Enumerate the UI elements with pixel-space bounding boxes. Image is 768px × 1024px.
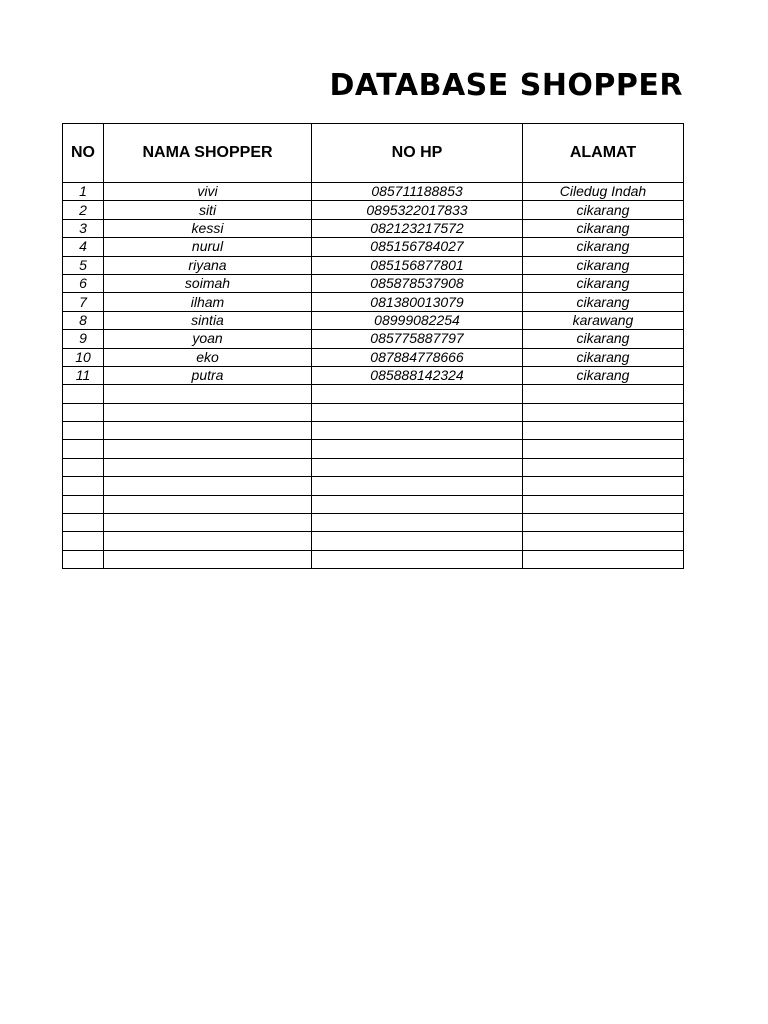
cell-alamat: cikarang xyxy=(523,238,684,256)
cell-no-hp: 085878537908 xyxy=(312,274,523,292)
cell-no-hp: 08999082254 xyxy=(312,311,523,329)
table-row xyxy=(63,477,684,495)
page-title: DATABASE SHOPPER xyxy=(329,68,683,103)
cell-alamat xyxy=(523,440,684,458)
cell-nama-shopper xyxy=(104,440,312,458)
cell-no: 5 xyxy=(63,256,104,274)
table-row xyxy=(63,440,684,458)
table-row xyxy=(63,514,684,532)
cell-no-hp xyxy=(312,458,523,476)
cell-no-hp xyxy=(312,385,523,403)
cell-alamat: cikarang xyxy=(523,330,684,348)
cell-alamat: cikarang xyxy=(523,348,684,366)
header-no-hp: NO HP xyxy=(312,124,523,183)
cell-no-hp xyxy=(312,440,523,458)
cell-no: 2 xyxy=(63,201,104,219)
table-row xyxy=(63,403,684,421)
cell-no-hp: 085775887797 xyxy=(312,330,523,348)
cell-no: 8 xyxy=(63,311,104,329)
header-alamat: ALAMAT xyxy=(523,124,684,183)
cell-alamat xyxy=(523,477,684,495)
cell-no-hp: 082123217572 xyxy=(312,219,523,237)
table-row xyxy=(63,495,684,513)
shopper-table xyxy=(62,123,684,569)
cell-no: 7 xyxy=(63,293,104,311)
cell-nama-shopper: yoan xyxy=(104,330,312,348)
cell-no xyxy=(63,550,104,568)
cell-no xyxy=(63,532,104,550)
cell-alamat xyxy=(523,514,684,532)
cell-no: 9 xyxy=(63,330,104,348)
cell-no-hp xyxy=(312,532,523,550)
table-row xyxy=(63,219,684,237)
cell-alamat: cikarang xyxy=(523,201,684,219)
table-header-row xyxy=(63,124,684,183)
cell-alamat: cikarang xyxy=(523,256,684,274)
cell-nama-shopper: nurul xyxy=(104,238,312,256)
cell-alamat xyxy=(523,403,684,421)
cell-nama-shopper xyxy=(104,385,312,403)
cell-alamat xyxy=(523,422,684,440)
table-row xyxy=(63,183,684,201)
cell-no-hp: 085156784027 xyxy=(312,238,523,256)
table-row xyxy=(63,458,684,476)
cell-nama-shopper: kessi xyxy=(104,219,312,237)
cell-no: 11 xyxy=(63,366,104,384)
cell-no xyxy=(63,422,104,440)
cell-nama-shopper xyxy=(104,495,312,513)
cell-alamat: cikarang xyxy=(523,293,684,311)
cell-no-hp xyxy=(312,477,523,495)
table-row xyxy=(63,238,684,256)
table-row xyxy=(63,274,684,292)
cell-no xyxy=(63,495,104,513)
cell-no xyxy=(63,514,104,532)
table-row xyxy=(63,293,684,311)
cell-alamat: cikarang xyxy=(523,274,684,292)
cell-no: 4 xyxy=(63,238,104,256)
cell-no xyxy=(63,477,104,495)
cell-no-hp: 085888142324 xyxy=(312,366,523,384)
cell-nama-shopper: ilham xyxy=(104,293,312,311)
cell-nama-shopper: riyana xyxy=(104,256,312,274)
cell-alamat xyxy=(523,458,684,476)
table-row xyxy=(63,256,684,274)
cell-no-hp xyxy=(312,422,523,440)
cell-no xyxy=(63,458,104,476)
cell-nama-shopper xyxy=(104,514,312,532)
cell-nama-shopper xyxy=(104,532,312,550)
cell-nama-shopper: putra xyxy=(104,366,312,384)
cell-no: 10 xyxy=(63,348,104,366)
cell-nama-shopper: soimah xyxy=(104,274,312,292)
cell-alamat: cikarang xyxy=(523,219,684,237)
cell-no-hp: 085711188853 xyxy=(312,183,523,201)
table-row xyxy=(63,385,684,403)
cell-nama-shopper xyxy=(104,477,312,495)
cell-alamat: cikarang xyxy=(523,366,684,384)
cell-no-hp xyxy=(312,403,523,421)
cell-alamat xyxy=(523,495,684,513)
cell-nama-shopper xyxy=(104,550,312,568)
cell-nama-shopper xyxy=(104,403,312,421)
table-row xyxy=(63,348,684,366)
cell-no-hp: 085156877801 xyxy=(312,256,523,274)
cell-alamat xyxy=(523,532,684,550)
cell-no-hp xyxy=(312,550,523,568)
cell-alamat: Ciledug Indah xyxy=(523,183,684,201)
cell-no-hp: 087884778666 xyxy=(312,348,523,366)
cell-alamat: karawang xyxy=(523,311,684,329)
cell-alamat xyxy=(523,550,684,568)
cell-nama-shopper xyxy=(104,458,312,476)
cell-nama-shopper: sintia xyxy=(104,311,312,329)
cell-nama-shopper: vivi xyxy=(104,183,312,201)
table-row xyxy=(63,366,684,384)
cell-no-hp xyxy=(312,495,523,513)
cell-no-hp xyxy=(312,514,523,532)
cell-no xyxy=(63,440,104,458)
cell-no: 3 xyxy=(63,219,104,237)
cell-no-hp: 0895322017833 xyxy=(312,201,523,219)
table-row xyxy=(63,532,684,550)
cell-no-hp: 081380013079 xyxy=(312,293,523,311)
header-nama-shopper: NAMA SHOPPER xyxy=(104,124,312,183)
cell-alamat xyxy=(523,385,684,403)
cell-nama-shopper: siti xyxy=(104,201,312,219)
table-row xyxy=(63,330,684,348)
cell-no: 6 xyxy=(63,274,104,292)
header-no: NO xyxy=(63,124,104,183)
table-row xyxy=(63,422,684,440)
cell-no xyxy=(63,385,104,403)
table-row xyxy=(63,311,684,329)
cell-nama-shopper xyxy=(104,422,312,440)
cell-nama-shopper: eko xyxy=(104,348,312,366)
cell-no xyxy=(63,403,104,421)
cell-no: 1 xyxy=(63,183,104,201)
table-row xyxy=(63,201,684,219)
table-row xyxy=(63,550,684,568)
